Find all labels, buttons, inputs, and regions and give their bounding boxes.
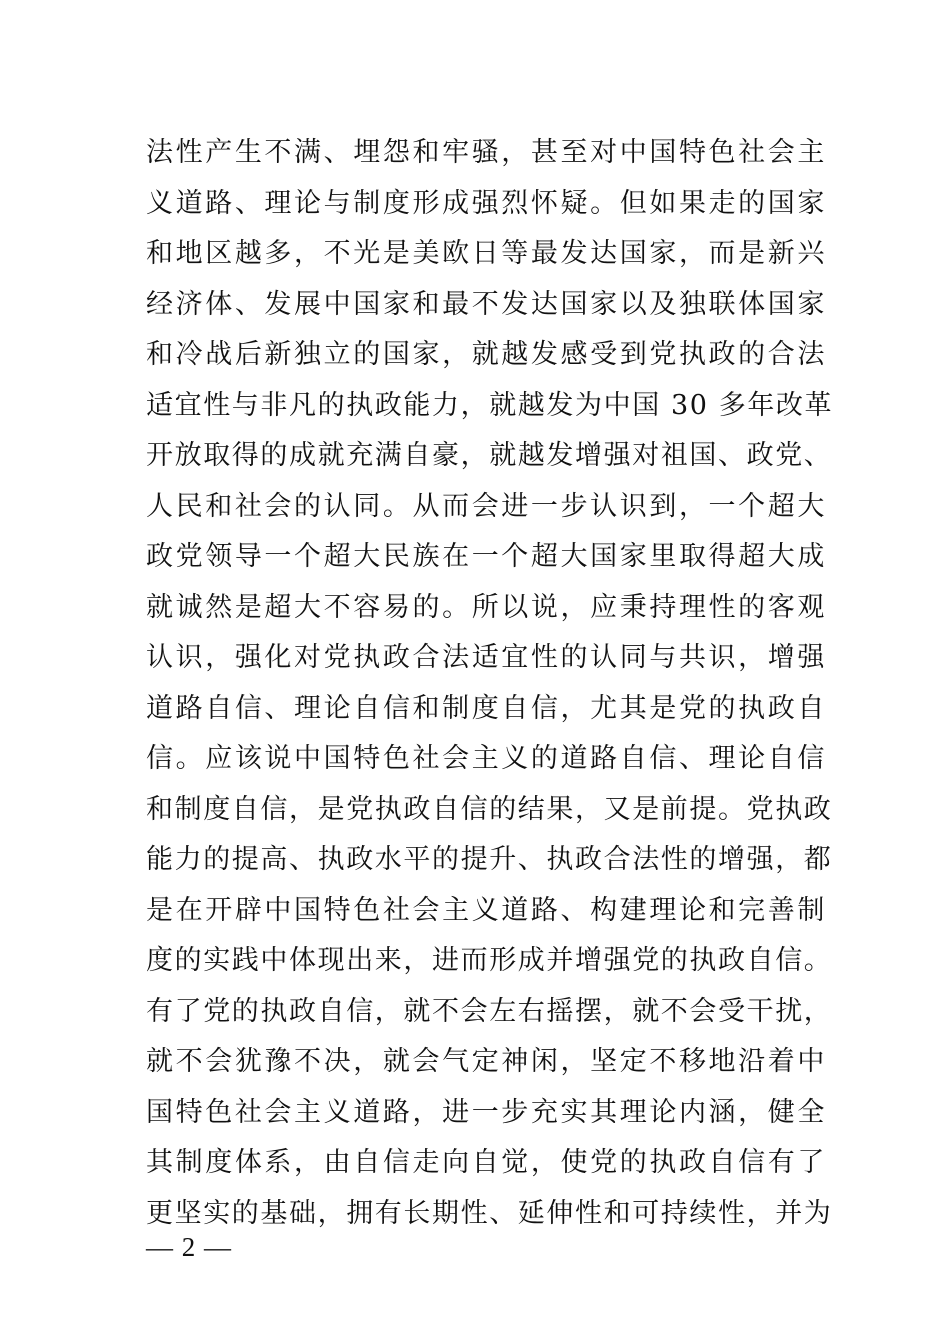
text-line-16: 是在开辟中国特色社会主义道路、构建理论和完善制 bbox=[146, 894, 826, 926]
text-line-13: 信。应该说中国特色社会主义的道路自信、理论自信 bbox=[146, 743, 826, 774]
text-line-9: 政党领导一个超大民族在一个超大国家里取得超大成 bbox=[146, 541, 826, 572]
body-text bbox=[146, 128, 834, 1239]
text-line-15: 能力的提高、执政水平的提升、执政合法性的增强，都 bbox=[146, 844, 833, 875]
text-line-5: 和冷战后新独立的国家，就越发感受到党执政的合法 bbox=[146, 339, 826, 370]
text-line-21: 其制度体系，由自信走向自觉，使党的执政自信有了 bbox=[146, 1147, 826, 1178]
text-line-2: 义道路、理论与制度形成强烈怀疑。但如果走的国家 bbox=[146, 187, 826, 219]
text-line-19: 就不会犹豫不决，就会气定神闲，坚定不移地沿着中 bbox=[146, 1046, 826, 1077]
text-line-22: 更坚实的基础，拥有长期性、延伸性和可持续性，并为 bbox=[146, 1197, 833, 1229]
text-line-20: 国特色社会主义道路，进一步充实其理论内涵，健全 bbox=[146, 1096, 826, 1128]
text-line-8: 人民和社会的认同。从而会进一步认识到，一个超大 bbox=[146, 490, 826, 522]
text-line-18: 有了党的执政自信，就不会左右摇摆，就不会受干扰， bbox=[146, 995, 833, 1027]
text-line-1: 法性产生不满、埋怨和牢骚，甚至对中国特色社会主 bbox=[146, 137, 826, 168]
text-line-11: 认识，强化对党执政合法适宜性的认同与共识，增强 bbox=[146, 642, 826, 673]
text-line-14: 和制度自信，是党执政自信的结果，又是前提。党执政 bbox=[146, 793, 833, 825]
text-line-7: 开放取得的成就充满自豪，就越发增强对祖国、政党、 bbox=[146, 440, 833, 471]
page-number: — 2 — bbox=[146, 1232, 232, 1262]
text-line-10: 就诚然是超大不容易的。所以说，应秉持理性的客观 bbox=[146, 591, 826, 623]
text-line-12: 道路自信、理论自信和制度自信，尤其是党的执政自 bbox=[146, 692, 826, 724]
text-line-3: 和地区越多，不光是美欧日等最发达国家，而是新兴 bbox=[146, 238, 826, 269]
text-line-6: 适宜性与非凡的执政能力，就越发为中国 30 多年改革 bbox=[146, 389, 834, 421]
text-line-17: 度的实践中体现出来，进而形成并增强党的执政自信。 bbox=[146, 945, 833, 976]
text-line-4: 经济体、发展中国家和最不发达国家以及独联体国家 bbox=[146, 288, 826, 320]
